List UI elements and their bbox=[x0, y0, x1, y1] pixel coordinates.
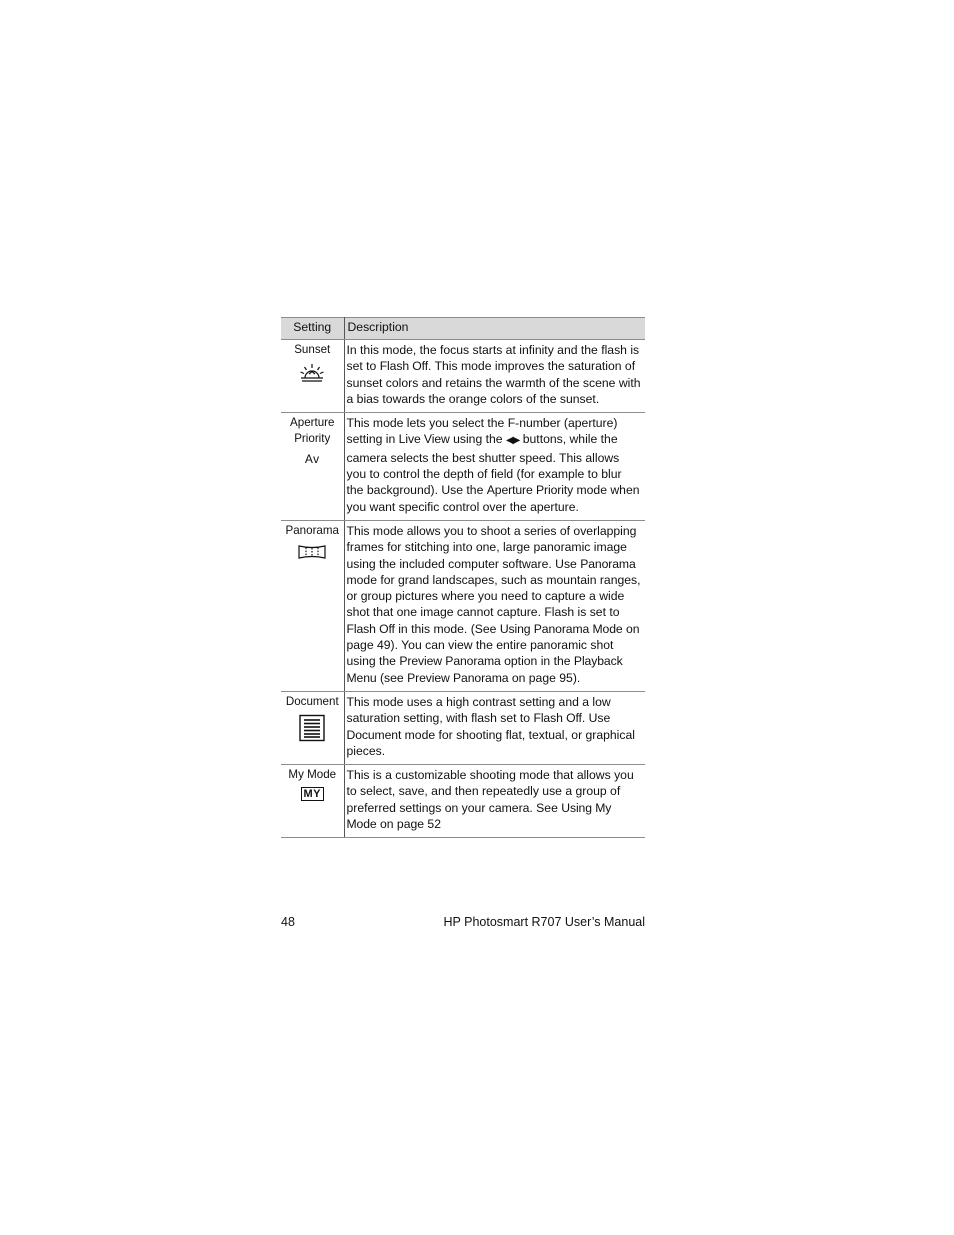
description-text: mode for shooting flat, textual, or graphical pieces. bbox=[346, 727, 635, 758]
description-text: mode for grand landscapes, such as mountain ranges, or group pictures where you need to capture a wide shot that one image cannot capture. Flash is set to bbox=[346, 572, 641, 620]
document-icon bbox=[298, 714, 326, 742]
description-text: This mode uses a high contrast setting and a low saturation setting, with flash set to bbox=[346, 694, 611, 726]
setting-name: Panorama bbox=[285, 523, 339, 537]
settings-table bbox=[281, 317, 645, 838]
ui-term: Playback Menu bbox=[346, 654, 623, 685]
ui-term: Using My Mode bbox=[346, 800, 612, 832]
description-text: In this mode, the focus starts at infinity and the flash is set to bbox=[346, 343, 640, 374]
ui-term: Preview Panorama bbox=[399, 654, 501, 669]
setting-cell bbox=[281, 413, 344, 521]
ui-term: Preview Panorama bbox=[407, 670, 509, 685]
description-text: on page 52 bbox=[376, 817, 441, 832]
setting-cell bbox=[281, 765, 344, 838]
setting-name: Aperture Priority bbox=[290, 416, 335, 446]
ui-term: Flash Off bbox=[533, 711, 582, 726]
page-number: 48 bbox=[281, 915, 295, 929]
ui-term: Flash Off bbox=[379, 359, 429, 374]
setting-name: Sunset bbox=[294, 343, 331, 356]
description-cell bbox=[344, 340, 645, 413]
table-row bbox=[281, 765, 645, 838]
table-row bbox=[281, 413, 645, 521]
ui-term: Aperture Priority bbox=[486, 483, 574, 498]
description-text: on page 49). You can view the entire panoramic shot using the bbox=[346, 621, 640, 669]
header-setting: Setting bbox=[281, 318, 344, 340]
description-text: This mode allows you to shoot a series of overlapping frames for stitching into one, large panoramic image using the included computer software. Use bbox=[346, 523, 637, 571]
description-text: using the bbox=[449, 432, 506, 447]
ui-term: Document bbox=[346, 727, 402, 742]
setting-name: My Mode bbox=[288, 768, 337, 782]
description-text: option in the bbox=[500, 654, 574, 669]
my-mode-icon bbox=[301, 787, 325, 801]
setting-cell bbox=[281, 340, 344, 413]
description-text: buttons, while the camera selects the best shutter speed. This allows you to control the depth of field (for example to blur the background). Use the bbox=[346, 432, 622, 498]
ui-term: Using Panorama Mode bbox=[499, 621, 623, 636]
description-text: on page 95). bbox=[508, 670, 581, 685]
description-cell bbox=[344, 765, 645, 838]
ui-term: Flash Off bbox=[346, 621, 395, 636]
setting-cell bbox=[281, 691, 344, 764]
description-text: mode when you want specific control over the aperture. bbox=[346, 483, 640, 514]
manual-title: HP Photosmart R707 User’s Manual bbox=[443, 915, 645, 929]
my-mode-icon-label: MY bbox=[303, 788, 321, 801]
table-row bbox=[281, 340, 645, 413]
description-text: . This mode improves the saturation of sunset colors and retains the warmth of the scene with a bias towards the orange colors of the sunset. bbox=[346, 359, 641, 406]
ui-term: Panorama bbox=[580, 556, 636, 571]
description-text: . Use bbox=[581, 711, 611, 726]
ui-term: Live View bbox=[398, 432, 450, 447]
description-cell bbox=[344, 691, 645, 764]
description-text: in this mode. (See bbox=[394, 621, 500, 636]
setting-cell bbox=[281, 520, 344, 691]
description-text: (see bbox=[376, 670, 408, 685]
sunset-icon bbox=[298, 362, 326, 384]
panorama-icon bbox=[297, 543, 327, 561]
table-row bbox=[281, 520, 645, 691]
header-description: Description bbox=[344, 318, 645, 340]
description-cell bbox=[344, 520, 645, 691]
aperture-priority-icon: Av bbox=[304, 452, 320, 467]
description-text: This is a customizable shooting mode that allows you to select, save, and then repeatedly use a group of preferred settings on your camera. See bbox=[346, 768, 634, 815]
setting-name: Document bbox=[285, 694, 339, 708]
description-text: This mode lets you select the F-number (aperture) setting in bbox=[346, 416, 618, 447]
description-cell bbox=[344, 413, 645, 521]
table-header-row bbox=[281, 318, 645, 340]
table-row bbox=[281, 691, 645, 764]
left-right-arrows-icon: ◀▶ bbox=[505, 435, 520, 447]
